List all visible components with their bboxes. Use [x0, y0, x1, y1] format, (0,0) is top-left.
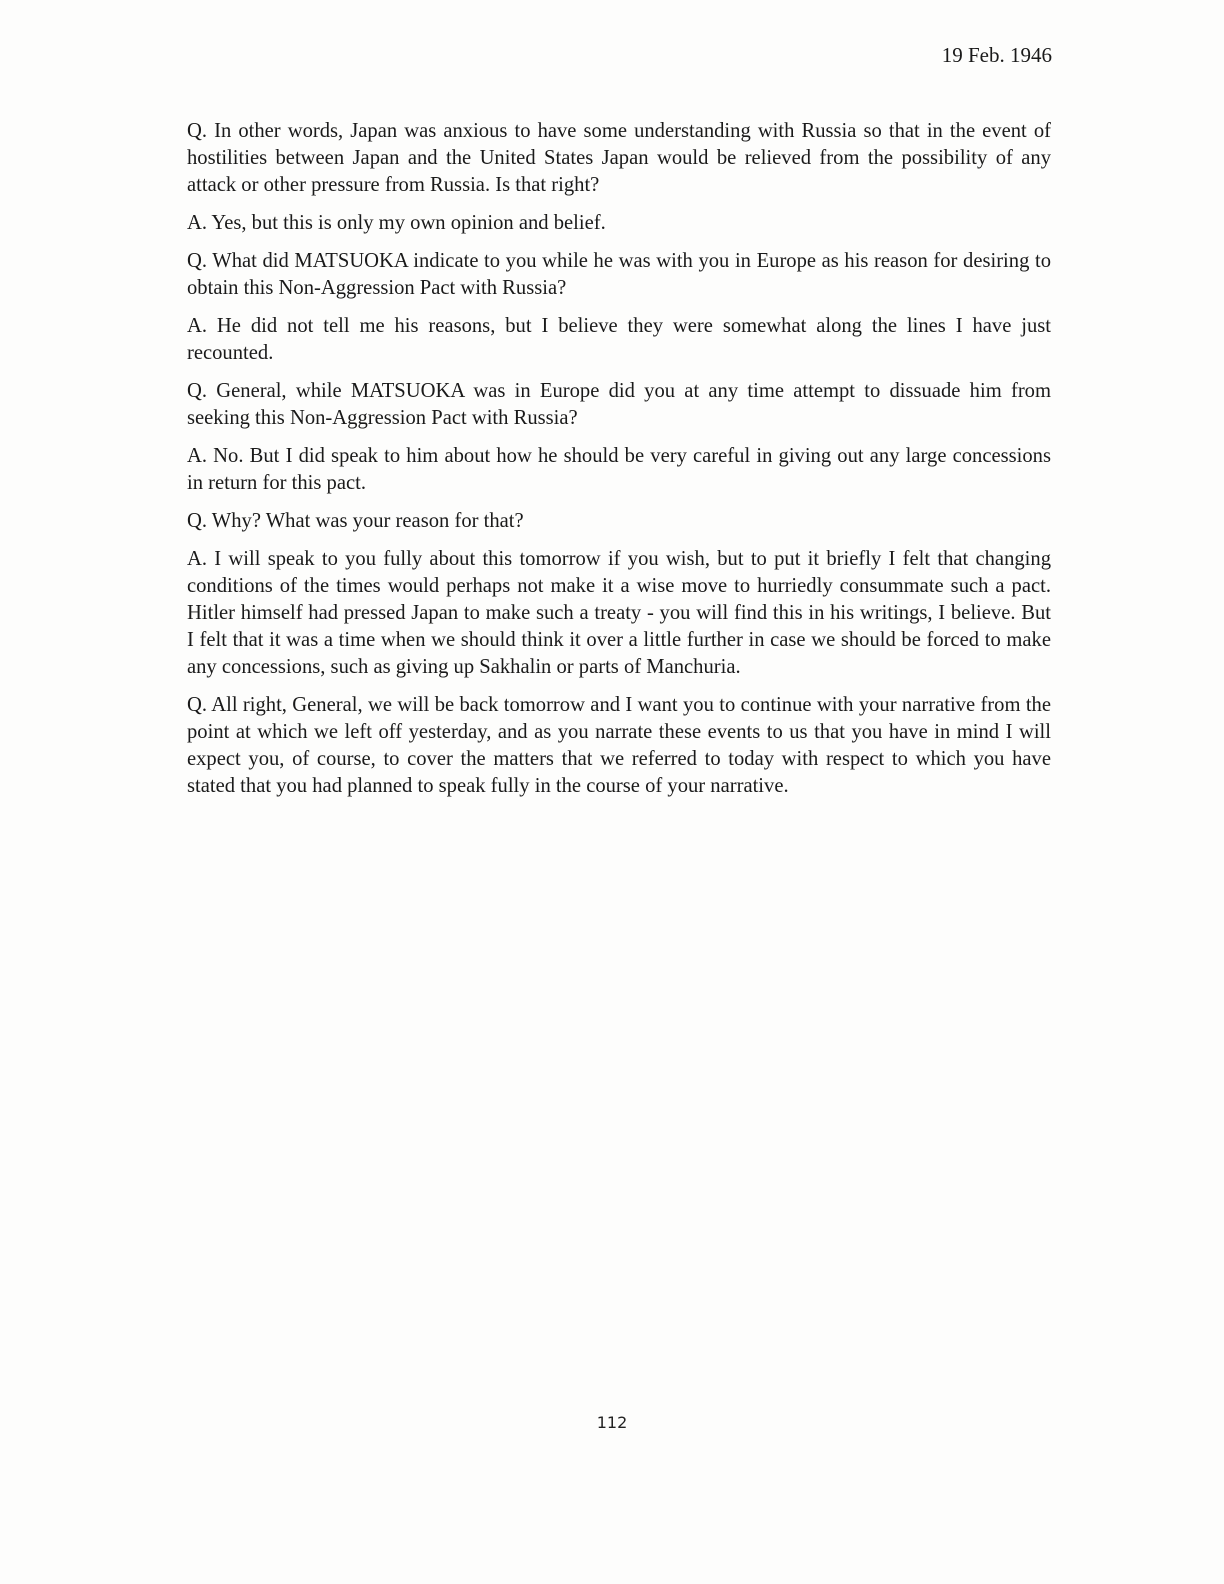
question-paragraph: Q. Why? What was your reason for that?	[187, 510, 524, 532]
answer-paragraph: A. No. But I did speak to him about how he should be very careful in giving out any large concessions in return for this pact.	[187, 445, 1051, 494]
question-paragraph: Q. All right, General, we will be back tomorrow and I want you to continue with your narrative from the point at which we left off yesterday, and as you narrate these events to us that you have in mind I will expect you, of course, to cover the matters that we referred to today with respect to which you have stated that you had planned to speak fully in the course of your narrative.	[187, 694, 1051, 797]
page-date: 19 Feb. 1946	[941, 43, 1052, 67]
question-paragraph: Q. What did MATSUOKA indicate to you while he was with you in Europe as his reason for desiring to obtain this Non-Aggression Pact with Russia?	[187, 250, 1051, 299]
answer-paragraph: A. He did not tell me his reasons, but I believe they were somewhat along the lines I have just recounted.	[187, 315, 1051, 364]
question-paragraph: Q. General, while MATSUOKA was in Europe did you at any time attempt to dissuade him from seeking this Non-Aggression Pact with Russia?	[187, 380, 1051, 429]
answer-paragraph: A. I will speak to you fully about this tomorrow if you wish, but to put it briefly I felt that changing conditions of the times would perhaps not make it a wise move to hurriedly consummate such a pact. Hitler himself had pressed Japan to make such a treaty - you will find this in his writings, I believe. But I felt that it was a time when we should think it over a little further in case we should be forced to make any concessions, such as giving up Sakhalin or parts of Manchuria.	[187, 548, 1051, 678]
answer-paragraph: A. Yes, but this is only my own opinion and belief.	[187, 212, 606, 234]
page-number: 112	[596, 1413, 628, 1432]
question-paragraph: Q. In other words, Japan was anxious to have some understanding with Russia so that in the event of hostilities between Japan and the United States Japan would be relieved from the possibility of any attack or other pressure from Russia. Is that right?	[187, 120, 1051, 196]
transcript-body	[187, 118, 1051, 811]
